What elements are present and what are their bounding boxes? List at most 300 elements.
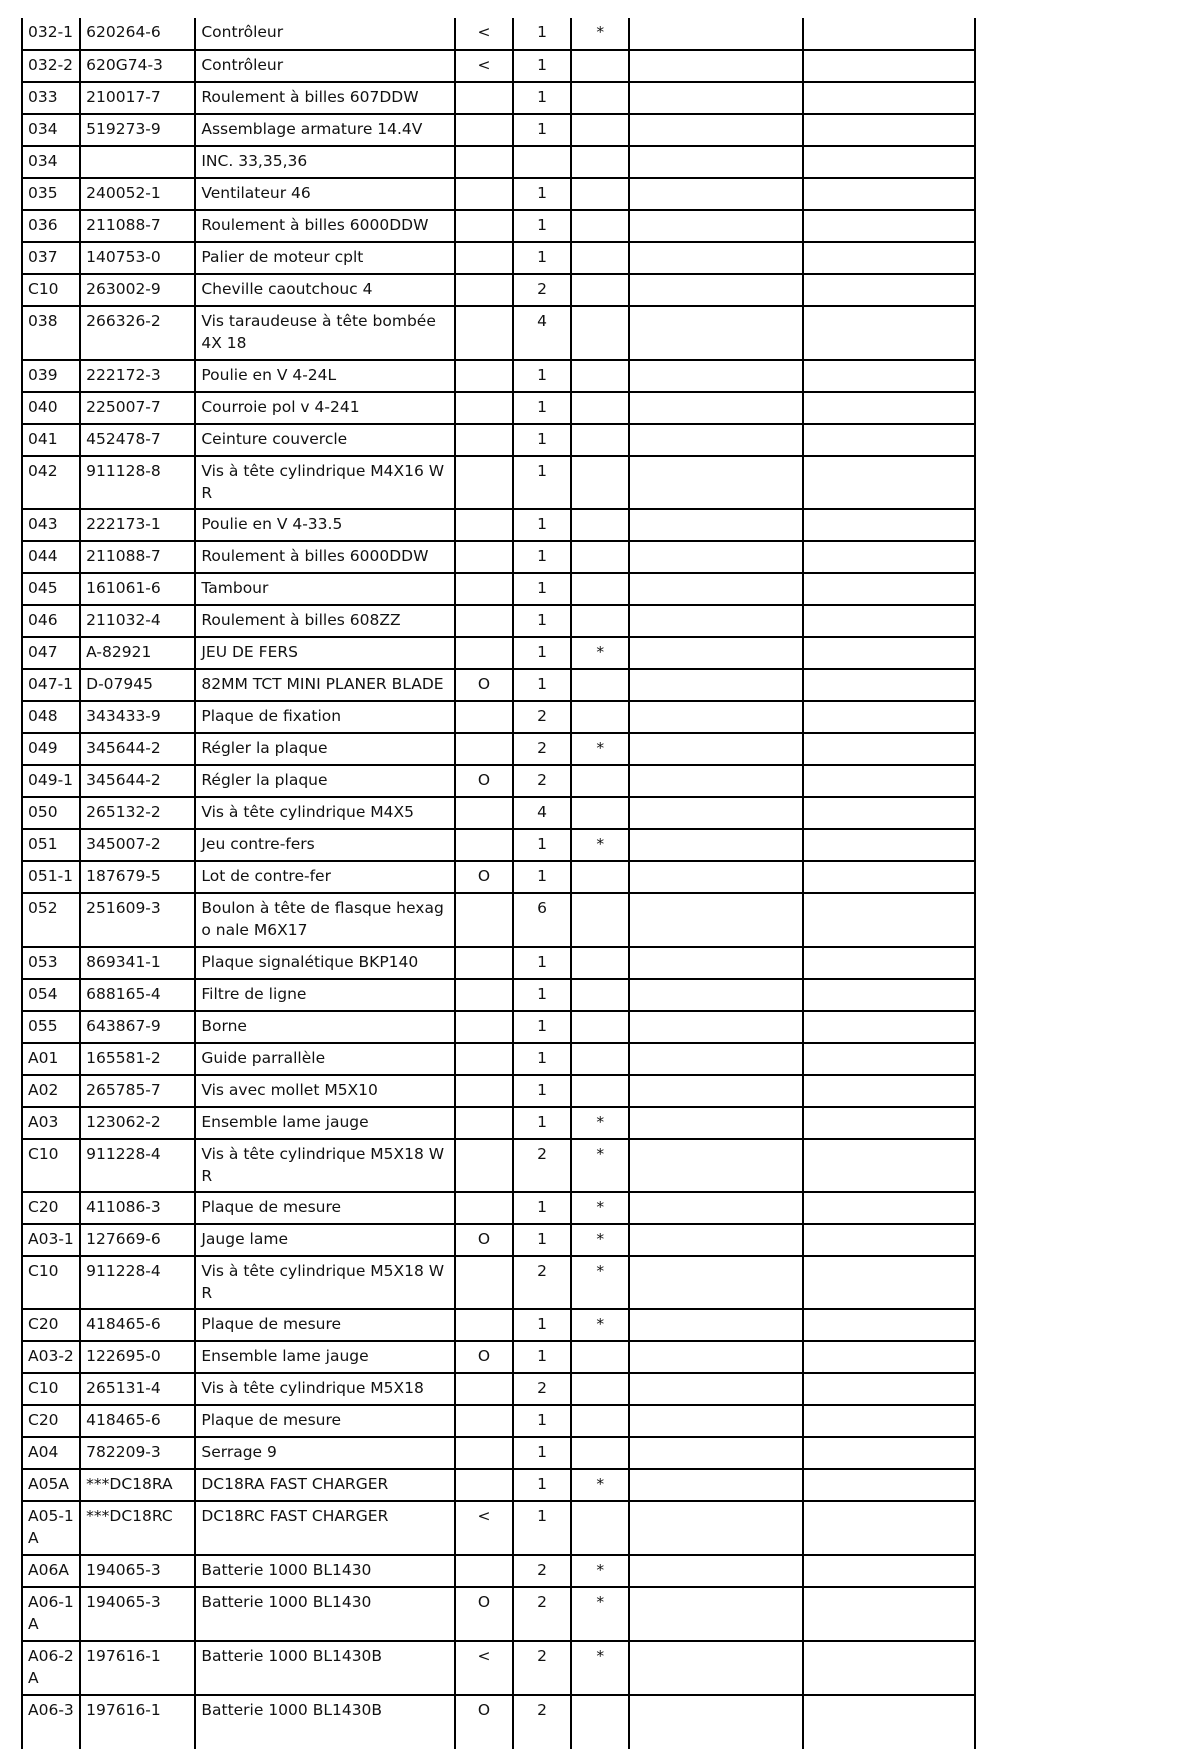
blank-cell [629,1075,802,1107]
part-number-cell: 187679-5 [80,861,195,893]
substitution-flag-cell [455,1192,513,1224]
table-row [22,274,975,306]
part-number-cell: D-07945 [80,669,195,701]
blank-cell [629,82,802,114]
quantity-cell: 1 [513,637,571,669]
substitution-flag-cell [455,242,513,274]
substitution-flag-cell: O [455,669,513,701]
substitution-flag-cell [455,1011,513,1043]
blank-cell [803,637,975,669]
item-number-cell: A06-2 A [22,1641,80,1695]
quantity-cell: 1 [513,861,571,893]
blank-cell [629,1373,802,1405]
quantity-cell: 1 [513,1437,571,1469]
item-number-cell: A03 [22,1107,80,1139]
item-number-cell: 051 [22,829,80,861]
quantity-cell: 1 [513,669,571,701]
part-number-cell: A-82921 [80,637,195,669]
substitution-flag-cell [455,424,513,456]
note-mark-cell [571,605,629,637]
part-number-cell: 418465-6 [80,1405,195,1437]
description-cell: Batterie 1000 BL1430 [195,1555,455,1587]
blank-cell [629,1587,802,1641]
substitution-flag-cell [455,1309,513,1341]
item-number-cell: 053 [22,947,80,979]
part-number-cell: 240052-1 [80,178,195,210]
blank-cell [803,1011,975,1043]
part-number-cell: 161061-6 [80,573,195,605]
blank-cell [629,1469,802,1501]
substitution-flag-cell [455,1555,513,1587]
item-number-cell: 052 [22,893,80,947]
part-number-cell: 869341-1 [80,947,195,979]
description-cell: Jeu contre-fers [195,829,455,861]
table-row [22,1309,975,1341]
blank-cell [629,829,802,861]
blank-cell [803,456,975,509]
item-number-cell: 047-1 [22,669,80,701]
table-row [22,146,975,178]
blank-cell [629,1256,802,1309]
quantity-cell: 1 [513,82,571,114]
part-number-cell: 643867-9 [80,1011,195,1043]
part-number-cell: 265131-4 [80,1373,195,1405]
note-mark-cell [571,1437,629,1469]
blank-cell [803,1309,975,1341]
part-number-cell: 266326-2 [80,306,195,360]
quantity-cell: 1 [513,1501,571,1555]
substitution-flag-cell [455,82,513,114]
item-number-cell: 036 [22,210,80,242]
description-cell: Borne [195,1011,455,1043]
note-mark-cell [571,50,629,82]
blank-cell [803,541,975,573]
blank-cell [629,50,802,82]
note-mark-cell [571,1373,629,1405]
description-cell: Serrage 9 [195,1437,455,1469]
quantity-cell: 2 [513,733,571,765]
blank-cell [629,1437,802,1469]
blank-cell [803,210,975,242]
note-mark-cell [571,456,629,509]
blank-cell [629,733,802,765]
quantity-cell: 2 [513,1373,571,1405]
item-number-cell: 048 [22,701,80,733]
table-row [22,306,975,360]
table-row [22,893,975,947]
blank-cell [803,1587,975,1641]
description-cell: Batterie 1000 BL1430 [195,1587,455,1641]
description-cell: Assemblage armature 14.4V [195,114,455,146]
parts-table [21,18,976,1749]
blank-cell [629,1224,802,1256]
substitution-flag-cell [455,979,513,1011]
blank-cell [629,242,802,274]
item-number-cell: A03-1 [22,1224,80,1256]
table-row [22,861,975,893]
note-mark-cell [571,424,629,456]
description-cell: Roulement à billes 608ZZ [195,605,455,637]
description-cell: Filtre de ligne [195,979,455,1011]
table-row [22,1011,975,1043]
note-mark-cell: * [571,1192,629,1224]
substitution-flag-cell [455,114,513,146]
note-mark-cell: * [571,18,629,50]
substitution-flag-cell [455,1139,513,1192]
blank-cell [629,1695,802,1749]
table-row [22,242,975,274]
description-cell: DC18RA FAST CHARGER [195,1469,455,1501]
part-number-cell: 211032-4 [80,605,195,637]
note-mark-cell [571,509,629,541]
description-cell: Tambour [195,573,455,605]
table-row [22,50,975,82]
substitution-flag-cell: O [455,1224,513,1256]
substitution-flag-cell [455,1043,513,1075]
item-number-cell: 041 [22,424,80,456]
table-row [22,1373,975,1405]
note-mark-cell: * [571,1587,629,1641]
blank-cell [629,392,802,424]
note-mark-cell [571,306,629,360]
note-mark-cell [571,146,629,178]
description-cell: Courroie pol v 4-241 [195,392,455,424]
substitution-flag-cell [455,146,513,178]
description-cell: INC. 33,35,36 [195,146,455,178]
blank-cell [803,1555,975,1587]
substitution-flag-cell [455,1373,513,1405]
note-mark-cell [571,669,629,701]
table-row [22,765,975,797]
quantity-cell: 1 [513,210,571,242]
blank-cell [629,637,802,669]
note-mark-cell [571,1043,629,1075]
table-row [22,210,975,242]
description-cell: Poulie en V 4-24L [195,360,455,392]
blank-cell [803,861,975,893]
note-mark-cell [571,1405,629,1437]
substitution-flag-cell [455,1469,513,1501]
part-number-cell: 345644-2 [80,733,195,765]
substitution-flag-cell [455,829,513,861]
note-mark-cell [571,242,629,274]
quantity-cell: 1 [513,50,571,82]
blank-cell [629,1641,802,1695]
table-row [22,82,975,114]
substitution-flag-cell [455,947,513,979]
description-cell: Cheville caoutchouc 4 [195,274,455,306]
quantity-cell: 2 [513,701,571,733]
blank-cell [629,18,802,50]
substitution-flag-cell [455,1075,513,1107]
part-number-cell: ***DC18RC [80,1501,195,1555]
substitution-flag-cell [455,1107,513,1139]
table-row [22,733,975,765]
table-row [22,456,975,509]
item-number-cell: 039 [22,360,80,392]
note-mark-cell [571,979,629,1011]
table-row [22,1139,975,1192]
quantity-cell: 2 [513,1587,571,1641]
blank-cell [629,893,802,947]
blank-cell [803,605,975,637]
blank-cell [629,1011,802,1043]
note-mark-cell [571,701,629,733]
blank-cell [629,1309,802,1341]
description-cell: Boulon à tête de flasque hexago nale M6X17 [195,893,455,947]
description-cell: Roulement à billes 6000DDW [195,541,455,573]
item-number-cell: 040 [22,392,80,424]
substitution-flag-cell [455,605,513,637]
description-cell: Plaque de fixation [195,701,455,733]
blank-cell [629,210,802,242]
item-number-cell: 032-2 [22,50,80,82]
note-mark-cell [571,797,629,829]
part-number-cell: 222173-1 [80,509,195,541]
item-number-cell: 042 [22,456,80,509]
part-number-cell: 211088-7 [80,210,195,242]
note-mark-cell: * [571,1641,629,1695]
table-row [22,1695,975,1749]
substitution-flag-cell: O [455,861,513,893]
part-number-cell: 688165-4 [80,979,195,1011]
part-number-cell: 452478-7 [80,424,195,456]
description-cell: Régler la plaque [195,765,455,797]
blank-cell [803,509,975,541]
part-number-cell: 194065-3 [80,1555,195,1587]
blank-cell [629,701,802,733]
blank-cell [803,1341,975,1373]
blank-cell [803,1437,975,1469]
part-number-cell: 222172-3 [80,360,195,392]
quantity-cell: 4 [513,306,571,360]
substitution-flag-cell [455,1256,513,1309]
substitution-flag-cell [455,733,513,765]
quantity-cell: 1 [513,456,571,509]
table-row [22,829,975,861]
part-number-cell: 519273-9 [80,114,195,146]
table-row [22,797,975,829]
quantity-cell: 1 [513,424,571,456]
item-number-cell: 032-1 [22,18,80,50]
blank-cell [629,1501,802,1555]
table-row [22,605,975,637]
note-mark-cell [571,541,629,573]
note-mark-cell [571,210,629,242]
quantity-cell: 1 [513,1043,571,1075]
part-number-cell: 782209-3 [80,1437,195,1469]
quantity-cell: 1 [513,1405,571,1437]
blank-cell [629,573,802,605]
note-mark-cell [571,893,629,947]
note-mark-cell [571,360,629,392]
item-number-cell: 033 [22,82,80,114]
note-mark-cell: * [571,637,629,669]
blank-cell [803,669,975,701]
quantity-cell: 1 [513,392,571,424]
substitution-flag-cell [455,797,513,829]
substitution-flag-cell [455,392,513,424]
blank-cell [803,947,975,979]
blank-cell [803,1469,975,1501]
blank-cell [629,797,802,829]
item-number-cell: 050 [22,797,80,829]
item-number-cell: 045 [22,573,80,605]
blank-cell [803,1224,975,1256]
substitution-flag-cell [455,541,513,573]
table-row [22,1224,975,1256]
blank-cell [803,1139,975,1192]
part-number-cell: 265785-7 [80,1075,195,1107]
substitution-flag-cell [455,637,513,669]
table-row [22,424,975,456]
part-number-cell: 251609-3 [80,893,195,947]
item-number-cell: C20 [22,1309,80,1341]
description-cell: Plaque signalétique BKP140 [195,947,455,979]
quantity-cell: 2 [513,1555,571,1587]
substitution-flag-cell: < [455,50,513,82]
note-mark-cell [571,392,629,424]
item-number-cell: C10 [22,1139,80,1192]
note-mark-cell: * [571,1309,629,1341]
substitution-flag-cell: O [455,1341,513,1373]
quantity-cell: 1 [513,114,571,146]
part-number-cell: 197616-1 [80,1641,195,1695]
substitution-flag-cell [455,360,513,392]
blank-cell [803,178,975,210]
blank-cell [803,765,975,797]
blank-cell [803,1405,975,1437]
description-cell: Plaque de mesure [195,1309,455,1341]
item-number-cell: 043 [22,509,80,541]
item-number-cell: A05-1 A [22,1501,80,1555]
substitution-flag-cell [455,573,513,605]
table-row [22,947,975,979]
description-cell: Vis à tête cylindrique M4X16 WR [195,456,455,509]
table-row [22,1501,975,1555]
blank-cell [629,947,802,979]
blank-cell [803,1043,975,1075]
blank-cell [803,82,975,114]
blank-cell [803,1501,975,1555]
part-number-cell: 194065-3 [80,1587,195,1641]
quantity-cell: 2 [513,1695,571,1749]
item-number-cell: 049 [22,733,80,765]
description-cell: Roulement à billes 6000DDW [195,210,455,242]
note-mark-cell: * [571,1107,629,1139]
blank-cell [803,424,975,456]
quantity-cell: 1 [513,1107,571,1139]
item-number-cell: 037 [22,242,80,274]
part-number-cell: 345007-2 [80,829,195,861]
note-mark-cell: * [571,829,629,861]
description-cell: Palier de moteur cplt [195,242,455,274]
quantity-cell: 1 [513,829,571,861]
quantity-cell: 1 [513,18,571,50]
part-number-cell: 620G74-3 [80,50,195,82]
description-cell: Plaque de mesure [195,1192,455,1224]
blank-cell [629,541,802,573]
part-number-cell: 225007-7 [80,392,195,424]
description-cell: Vis à tête cylindrique M5X18 WR [195,1139,455,1192]
blank-cell [803,797,975,829]
note-mark-cell [571,765,629,797]
description-cell: Ventilateur 46 [195,178,455,210]
substitution-flag-cell [455,701,513,733]
blank-cell [629,861,802,893]
table-row [22,979,975,1011]
quantity-cell: 1 [513,1224,571,1256]
item-number-cell: A02 [22,1075,80,1107]
table-row [22,1256,975,1309]
quantity-cell: 1 [513,573,571,605]
item-number-cell: 034 [22,114,80,146]
table-row [22,1043,975,1075]
description-cell: Contrôleur [195,18,455,50]
quantity-cell: 2 [513,1256,571,1309]
blank-cell [803,1641,975,1695]
quantity-cell: 1 [513,605,571,637]
description-cell: Poulie en V 4-33.5 [195,509,455,541]
quantity-cell: 1 [513,979,571,1011]
substitution-flag-cell [455,1437,513,1469]
quantity-cell: 6 [513,893,571,947]
item-number-cell: 034 [22,146,80,178]
blank-cell [803,1075,975,1107]
table-row [22,1587,975,1641]
table-row [22,1192,975,1224]
part-number-cell: 265132-2 [80,797,195,829]
item-number-cell: A05A [22,1469,80,1501]
part-number-cell: 620264-6 [80,18,195,50]
part-number-cell: 263002-9 [80,274,195,306]
blank-cell [629,146,802,178]
blank-cell [803,1192,975,1224]
part-number-cell: 343433-9 [80,701,195,733]
blank-cell [629,178,802,210]
part-number-cell: 911128-8 [80,456,195,509]
part-number-cell: 210017-7 [80,82,195,114]
blank-cell [803,893,975,947]
note-mark-cell [571,82,629,114]
substitution-flag-cell [455,1405,513,1437]
blank-cell [803,146,975,178]
part-number-cell: 411086-3 [80,1192,195,1224]
quantity-cell: 1 [513,178,571,210]
substitution-flag-cell [455,306,513,360]
table-row [22,509,975,541]
blank-cell [629,605,802,637]
substitution-flag-cell: O [455,1587,513,1641]
item-number-cell: 035 [22,178,80,210]
blank-cell [629,979,802,1011]
part-number-cell: 911228-4 [80,1139,195,1192]
quantity-cell: 1 [513,1192,571,1224]
blank-cell [629,1043,802,1075]
description-cell: Ensemble lame jauge [195,1341,455,1373]
part-number-cell: 122695-0 [80,1341,195,1373]
blank-cell [629,1341,802,1373]
item-number-cell: C20 [22,1192,80,1224]
item-number-cell: 049-1 [22,765,80,797]
description-cell: Régler la plaque [195,733,455,765]
part-number-cell: 123062-2 [80,1107,195,1139]
blank-cell [803,701,975,733]
blank-cell [629,669,802,701]
blank-cell [629,1192,802,1224]
description-cell: Batterie 1000 BL1430B [195,1641,455,1695]
description-cell: Guide parrallèle [195,1043,455,1075]
